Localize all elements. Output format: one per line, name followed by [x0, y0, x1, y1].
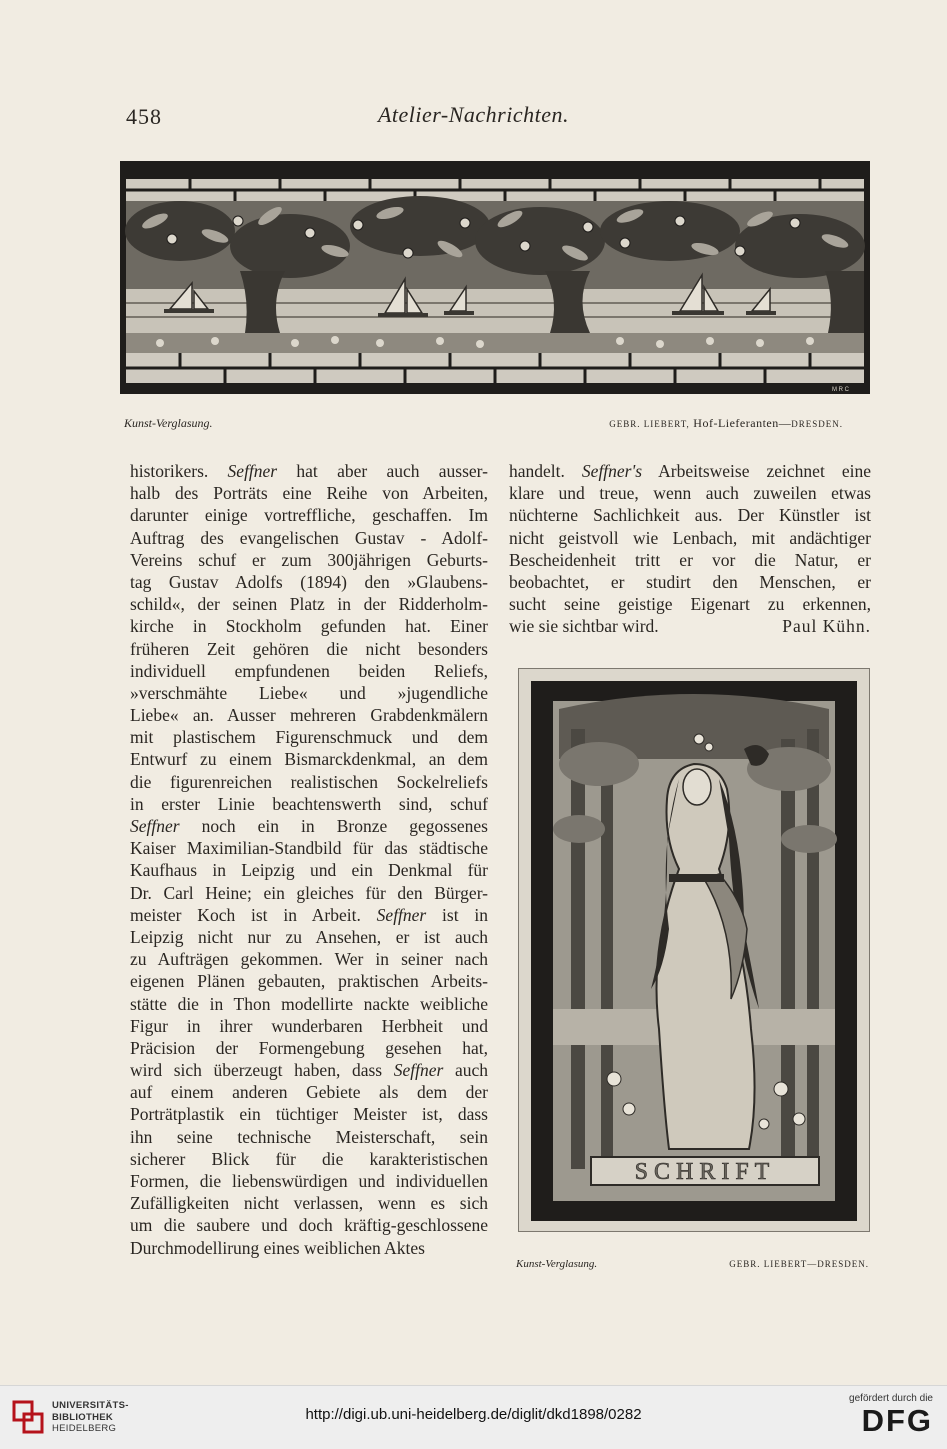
- window-caption-left: Kunst-Verglasung.: [516, 1258, 598, 1270]
- text-line: Entwurf zu einem Bismarckdenkmal, an dem: [130, 749, 488, 770]
- text-line: Kaufhaus in Leipzig und ein Denkmal für: [130, 860, 488, 881]
- text-line: beobachtet, er studirt den Menschen, er: [509, 571, 871, 592]
- artist-monogram: M R C: [832, 387, 849, 393]
- frieze-illustration: [120, 161, 870, 394]
- window-inscription: SCHRIFT: [634, 1159, 776, 1185]
- text-line: auf einem anderen Gebiete als dem der: [130, 1082, 488, 1103]
- text-line: sucht seine geistige Eigenart zu erkennen,: [509, 594, 871, 615]
- text-line: zu Aufträgen gekommen. Wer in seiner nach: [130, 949, 488, 970]
- text-line: klare und treue, wenn auch zuweilen etwas: [509, 483, 871, 504]
- text-line: Leipzig nicht nur zu Ansehen, er ist auch: [130, 926, 488, 947]
- text-line: Präcision der Formengebung gesehen hat,: [130, 1037, 488, 1058]
- text-line: Bescheidenheit tritt er vor die Natur, er: [509, 549, 871, 570]
- text-line: schild«, der seinen Platz in der Ridderholm-: [130, 594, 488, 615]
- text-line: ihn seine technische Meisterschaft, sein: [130, 1126, 488, 1147]
- window-caption-right: GEBR. LIEBERT—DRESDEN.: [729, 1259, 869, 1269]
- author-signature: Paul Kühn.: [782, 616, 871, 637]
- text-line: Durchmodellirung eines weiblichen Aktes: [130, 1237, 425, 1258]
- text-line: meister Koch ist in Arbeit. Seffner ist in: [130, 904, 488, 925]
- text-line: Figur in ihrer wunderbaren Herbheit und: [130, 1015, 488, 1036]
- text-line: Seffner noch ein in Bronze gegossenes: [130, 816, 488, 836]
- text-line: Porträtplastik ein tüchtiger Meister ist, dass: [130, 1104, 488, 1125]
- text-line: Vereins schuf er zum 300jährigen Geburts-: [130, 549, 488, 570]
- running-title: Atelier-Nachrichten.: [377, 102, 569, 127]
- text-line: mit plastischem Figurenschmuck und dem: [130, 727, 488, 748]
- text-line: in erster Linie beachtenswerth sind, schuf: [130, 793, 488, 814]
- text-line: früheren Zeit gehören die nicht besonders: [130, 638, 488, 659]
- text-line: um die saubere und doch kräftig-geschlossene: [130, 1215, 488, 1236]
- text-line: individuell empfundenen beiden Reliefs,: [130, 660, 488, 681]
- text-line: Auftrag des evangelischen Gustav - Adolf-: [130, 527, 488, 548]
- text-line: Liebe« an. Ausser mehreren Grabdenkmälern: [130, 705, 488, 726]
- text-line: stätte die in Thon modellirte nackte weibliche: [130, 993, 488, 1014]
- text-line: nicht geistvoll wie Lenbach, mit andächtiger: [509, 527, 871, 548]
- text-line: nüchterne Sachlichkeit aus. Der Künstler ist: [509, 505, 871, 526]
- sponsor-label: gefördert durch die: [849, 1393, 933, 1404]
- page-number: 458: [126, 104, 162, 129]
- text-line: Formen, die liebenswürdigen und individuellen: [130, 1171, 488, 1191]
- text-line: die figurenreichen realistischen Sockelreliefs: [130, 771, 488, 792]
- frieze-caption-right: GEBR. LIEBERT, Hof-Lieferanten—DRESDEN.: [609, 416, 843, 430]
- text-line: tag Gustav Adolfs (1894) den »Glaubens-: [130, 571, 488, 592]
- text-line: wird sich überzeugt haben, dass Seffner auch: [130, 1060, 488, 1081]
- text-line: eigenen Plänen gebauten, praktischen Arbeits-: [130, 971, 488, 992]
- text-column-left: [130, 460, 488, 1259]
- text-line: Kaiser Maximilian-Standbild für das städtische: [130, 838, 488, 859]
- dfg-logo: DFG: [861, 1403, 933, 1438]
- text-line: kirche in Stockholm gefunden hat. Einer: [130, 616, 488, 637]
- text-line: wie sie sichtbar wird. Paul Kühn.: [509, 616, 871, 637]
- text-line: »verschmähte Liebe« und »jugendliche: [130, 682, 488, 703]
- stained-glass-window-illustration: [518, 668, 870, 1232]
- text-column-right: [509, 460, 871, 615]
- frieze-caption-left: Kunst-Verglasung.: [124, 416, 213, 430]
- text-line: handelt. Seffner's Arbeitsweise zeichnet eine: [509, 461, 871, 481]
- text-line: Dr. Carl Heine; ein gleiches für den Bürger-: [130, 882, 488, 903]
- permalink-url[interactable]: http://digi.ub.uni-heidelberg.de/diglit/dkd1898/0282: [305, 1406, 642, 1423]
- text-line: darunter einige vortreffliche, geschaffen. Im: [130, 505, 488, 526]
- text-line: halb des Porträts eine Reihe von Arbeiten,: [130, 483, 488, 504]
- library-name: UNIVERSITÄTS- BIBLIOTHEK HEIDELBERG: [52, 1400, 129, 1434]
- digitization-footer: [0, 1385, 947, 1449]
- text-line: historikers. Seffner hat aber auch ausser-: [130, 461, 488, 481]
- text-line: Zufälligkeiten nicht verlassen, wenn es sich: [130, 1193, 488, 1214]
- text-column-right-end: [509, 615, 871, 637]
- text-line: sicherer Blick für die karakteristischen: [130, 1148, 488, 1169]
